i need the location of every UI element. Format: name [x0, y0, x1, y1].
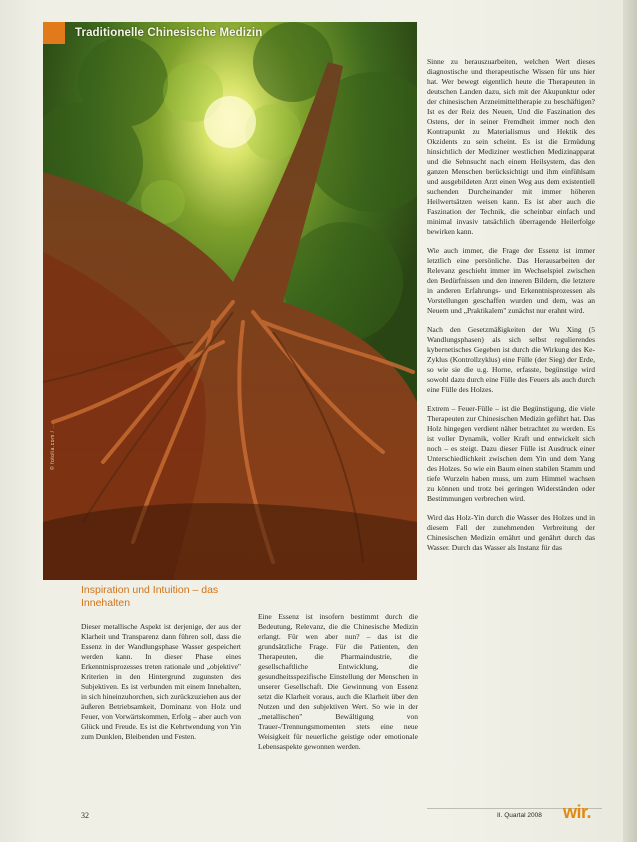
paragraph: Sinne zu herauszuarbeiten, welchen Wert dieses diagnostische und therapeutische Wissen für uns hier hat. Wer bewegt eigentlich heute die Therapeuten in deutschen Landen dazu, sich mit der Akupunktur oder der chinesischen Arzneimitteltherapie zu beschäftigen? Ist es der Reiz des Neuen, Und die Faszination des Ostens, der in seiner Fremdheit immer noch den Kontrapunkt zu Materialismus und Hektik des Okzidents zu sein scheint. Es ist die Ermüdung hinsichtlich der Mediziner westlichen Medizinapparat und die Sehnsucht nach einem Heilsystem, das den ganzen Menschen berücksichtigt und ihm einfühlsam und ausgebildeten Arzt einen Weg aus dem existentiell suchenden Durcheinander mit immer höheren Heilwertsätzen weisen kann. Es ist aber auch die Faszination der Technik, die scheinbar einfach und minimal invasiv tatsächlich überragende Heilerfolge bewirken kann.	[427, 57, 595, 236]
paragraph: Nach den Gesetzmäßigkeiten der Wu Xing (5 Wandlungsphasen) als sich selbst regulierendes kybernetisches Gegeben ist durch die Wirkung des Ke-Zyklus (Kontrollzyklus) eine Fülle (der Sieg) der Erde, so wie sie die u.g. Horne, erfasste, begünstige wird sowohl dazu durch eine Fülle des Feuers als auch durch eine Fülle des Holzes.	[427, 325, 595, 394]
paragraph: Extrem – Feuer-Fülle – ist die Begünstigung, die viele Therapeuten zur Chinesischen Medizin geführt hat. Das Holz hingegen verdient näher betrachtet zu werden. Es ist voller Dynamik, voller Kraft und entwickelt sich noch – es steigt. Dazu dieser Fülle ist Ausdruck einer Unterschiedlichkeit zwischen dem Yin und dem Yang des Holzes. So wie ein Baum einen stabilen Stamm und tiefe Wurzeln haben muss, um zum Himmel wachsen zu können und trotz bei geringen Widerständen oder Bestimmungen verbrechen wird.	[427, 404, 595, 503]
page-edge-shadow	[623, 0, 637, 842]
page-number: 32	[81, 811, 89, 820]
photo-credit: © fotolia.com / ...	[50, 422, 56, 470]
tree-illustration	[43, 22, 417, 580]
category-label: Traditionelle Chinesische Medizin	[75, 27, 263, 39]
issue-label: II. Quartal 2008	[497, 812, 542, 819]
middle-column	[258, 612, 418, 761]
paragraph: Wird das Holz-Yin durch die Wasser des Holzes und in diesem Fall der zunehmenden Verbreitung der Chinesischen Medizin ernährt und genährt durch das Wasser. Durch das Wasser als Instanz für das	[427, 513, 595, 552]
left-column	[81, 622, 241, 751]
paragraph: Eine Essenz ist insofern bestimmt durch die Bedeutung, Relevanz, die die Chinesische Medizin erlangt. Für wen aber nun? – das ist die grundsätzliche Frage. Für die Patienten, den Therapeuten, die Pharmaindustrie, die gesellschaftliche Entwicklung, die gesundheitsspezifische Einstellung der Menschen in unserer Gesellschaft. Die Gewinnung von Essenz setzt die Klarheit voraus, auch die Klarheit über den Nutzen und den subjektiven Wert. So wie in der „metallischen" Bewältigung von Trauer-/Trennungsmomenten stets eine neue Weisigkeit für neuerliche geistige oder emotionale Lebensaspekte gewonnen werden.	[258, 612, 418, 751]
forest-tree-photo	[43, 22, 417, 580]
right-column	[427, 57, 595, 562]
magazine-logo: wir.	[563, 802, 592, 822]
category-bar	[43, 22, 417, 44]
section-heading: Inspiration und Intuition – das Innehalten	[81, 584, 219, 609]
paragraph: Wie auch immer, die Frage der Essenz ist immer letztlich eine persönliche. Das Herausarbeiten der Relevanz geschieht immer im Wechselspiel zwischen den Bedürfnissen und den inneren Bildern, die letztere in anderen Erfahrungs- und Erkenntnisprozessen als Vorstellungen geschaffen wurden und dem, was an Neuem und „Praktikalem" zunächst nur erahnt wird.	[427, 246, 595, 315]
paragraph: Dieser metallische Aspekt ist derjenige, der aus der Klarheit und Transparenz dann führen soll, dass die Essenz in der Wandlungsphase Wasser gespeichert werden kann. In dieser Phase eines Erkenntnisprozesses treten rationale und „objektive" Kriterien in den Hintergrund zugunsten des Subjektiven. Es ist verbunden mit einem Innehalten, in sich hineinzuhorchen, sich zurückzuziehen aus der äußeren Betriebsamkeit, Dominanz von Holz und Feuer, von Vorwärtskommen, Erfolg – aber auch von Glück und Freude. Es ist die Kehrtwendung von Yin zum Dunklen, Bleibenden und Festen.	[81, 622, 241, 741]
category-marker	[43, 22, 65, 44]
